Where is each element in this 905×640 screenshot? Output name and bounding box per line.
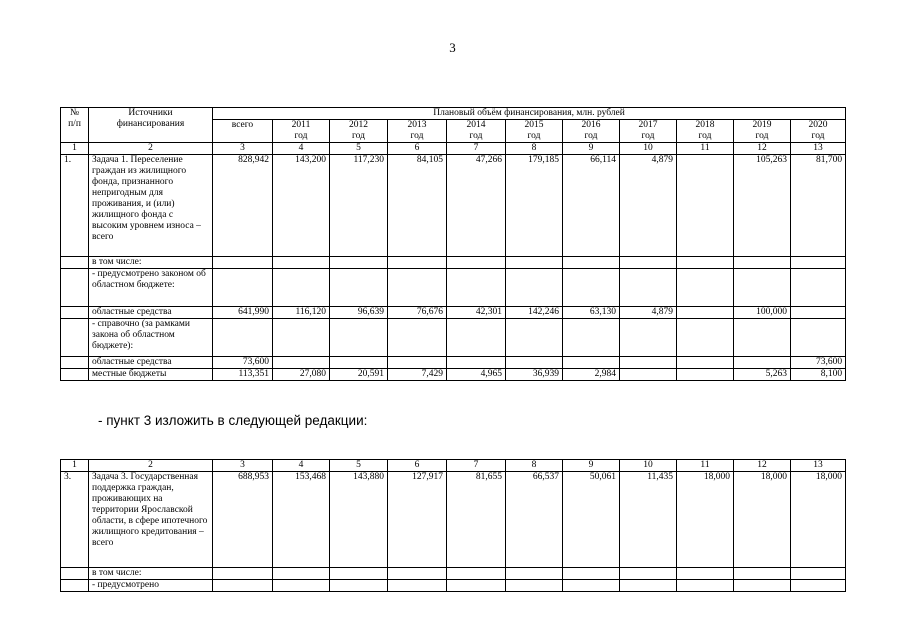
value-cell — [213, 269, 273, 307]
value-cell: 8,100 — [791, 369, 846, 381]
value-cell: 18,000 — [791, 472, 846, 568]
value-cell — [330, 580, 388, 592]
value-cell — [563, 269, 620, 307]
column-number: 3 — [213, 460, 273, 472]
table-row — [61, 369, 846, 381]
column-number: 5 — [330, 460, 388, 472]
value-cell — [734, 568, 791, 580]
value-cell — [447, 568, 506, 580]
row-label: в том числе: — [89, 568, 213, 580]
column-number: 6 — [388, 460, 447, 472]
column-number: 10 — [620, 460, 677, 472]
value-cell — [506, 568, 563, 580]
value-cell — [677, 155, 734, 257]
column-number: 4 — [273, 143, 330, 155]
value-cell: 66,537 — [506, 472, 563, 568]
column-number-row — [61, 460, 846, 472]
value-cell — [388, 269, 447, 307]
table-row — [61, 155, 846, 257]
value-cell — [447, 269, 506, 307]
value-cell: 76,676 — [388, 307, 447, 319]
row-number — [61, 269, 89, 307]
value-cell — [506, 269, 563, 307]
value-cell: 4,965 — [447, 369, 506, 381]
value-cell: 7,429 — [388, 369, 447, 381]
column-number: 8 — [506, 460, 563, 472]
header-year: 2011 год — [273, 120, 330, 143]
row-label: Задача 1. Переселение граждан из жилищного фонда, признанного непригодным для проживания, и (или) жилищного фонда с высоким уровнем износа – всего — [89, 155, 213, 257]
value-cell: 116,120 — [273, 307, 330, 319]
row-label: - справочно (за рамками закона об областном бюджете): — [89, 319, 213, 357]
value-cell: 828,942 — [213, 155, 273, 257]
value-cell — [213, 257, 273, 269]
row-label: областные средства — [89, 307, 213, 319]
financing-table-2 — [60, 459, 846, 592]
value-cell: 113,351 — [213, 369, 273, 381]
value-cell: 84,105 — [388, 155, 447, 257]
value-cell: 143,200 — [273, 155, 330, 257]
value-cell: 11,435 — [620, 472, 677, 568]
value-cell — [447, 257, 506, 269]
value-cell — [213, 568, 273, 580]
row-number — [61, 307, 89, 319]
table-row — [61, 472, 846, 568]
value-cell — [677, 307, 734, 319]
table-row — [61, 307, 846, 319]
value-cell: 143,880 — [330, 472, 388, 568]
table-row — [61, 357, 846, 369]
value-cell — [677, 369, 734, 381]
row-number — [61, 319, 89, 357]
value-cell — [563, 257, 620, 269]
row-number: 1. — [61, 155, 89, 257]
table-row — [61, 257, 846, 269]
value-cell — [563, 580, 620, 592]
column-number: 5 — [330, 143, 388, 155]
header-year: 2013 год — [388, 120, 447, 143]
column-number: 11 — [677, 460, 734, 472]
value-cell — [330, 257, 388, 269]
header-year: 2020 год — [791, 120, 846, 143]
value-cell: 27,080 — [273, 369, 330, 381]
column-number: 12 — [734, 143, 791, 155]
column-number: 10 — [620, 143, 677, 155]
value-cell: 81,700 — [791, 155, 846, 257]
value-cell — [620, 568, 677, 580]
value-cell — [734, 257, 791, 269]
value-cell — [677, 257, 734, 269]
value-cell — [388, 357, 447, 369]
value-cell — [791, 257, 846, 269]
column-number: 13 — [791, 143, 846, 155]
value-cell: 96,639 — [330, 307, 388, 319]
value-cell: 4,879 — [620, 155, 677, 257]
value-cell: 117,230 — [330, 155, 388, 257]
value-cell — [734, 357, 791, 369]
value-cell — [388, 568, 447, 580]
value-cell: 18,000 — [734, 472, 791, 568]
value-cell — [330, 319, 388, 357]
value-cell — [677, 319, 734, 357]
value-cell: 36,939 — [506, 369, 563, 381]
value-cell — [734, 319, 791, 357]
value-cell — [273, 568, 330, 580]
value-cell — [677, 580, 734, 592]
value-cell — [791, 580, 846, 592]
value-cell — [273, 580, 330, 592]
value-cell: 688,953 — [213, 472, 273, 568]
column-number: 4 — [273, 460, 330, 472]
header-total: всего — [213, 120, 273, 143]
header-year: 2015 год — [506, 120, 563, 143]
value-cell — [791, 307, 846, 319]
value-cell — [734, 269, 791, 307]
value-cell — [213, 580, 273, 592]
row-label: областные средства — [89, 357, 213, 369]
column-number: 12 — [734, 460, 791, 472]
value-cell: 20,591 — [330, 369, 388, 381]
row-number — [61, 357, 89, 369]
row-number: 3. — [61, 472, 89, 568]
value-cell: 100,000 — [734, 307, 791, 319]
value-cell: 81,655 — [447, 472, 506, 568]
value-cell — [506, 357, 563, 369]
column-number: 13 — [791, 460, 846, 472]
value-cell — [330, 269, 388, 307]
row-label: Задача 3. Государственная поддержка граждан, проживающих на территории Ярославской области, в сфере ипотечного жилищного кредитования – всего — [89, 472, 213, 568]
value-cell — [791, 319, 846, 357]
value-cell — [791, 568, 846, 580]
value-cell — [791, 269, 846, 307]
value-cell: 73,600 — [213, 357, 273, 369]
value-cell: 142,246 — [506, 307, 563, 319]
table-row — [61, 580, 846, 592]
value-cell — [620, 319, 677, 357]
value-cell: 66,114 — [563, 155, 620, 257]
column-number: 9 — [563, 143, 620, 155]
edit-instruction: - пункт 3 изложить в следующей редакции: — [98, 413, 368, 428]
column-number-row — [61, 143, 846, 155]
column-number: 2 — [89, 143, 213, 155]
value-cell — [273, 269, 330, 307]
page-number: 3 — [449, 40, 456, 55]
value-cell — [273, 319, 330, 357]
value-cell — [273, 257, 330, 269]
value-cell — [388, 257, 447, 269]
value-cell — [447, 357, 506, 369]
column-number: 9 — [563, 460, 620, 472]
row-label: - предусмотрено — [89, 580, 213, 592]
value-cell: 179,185 — [506, 155, 563, 257]
table-row — [61, 269, 846, 307]
header-year: 2012 год — [330, 120, 388, 143]
row-label: - предусмотрено законом об областном бюджете: — [89, 269, 213, 307]
value-cell — [620, 580, 677, 592]
header-number: № п/п — [61, 108, 89, 143]
value-cell: 18,000 — [677, 472, 734, 568]
value-cell: 127,917 — [388, 472, 447, 568]
row-label: местные бюджеты — [89, 369, 213, 381]
column-number: 7 — [447, 460, 506, 472]
header-year: 2019 год — [734, 120, 791, 143]
value-cell: 47,266 — [447, 155, 506, 257]
value-cell — [388, 319, 447, 357]
header-planned-volume: Плановый объём финансирования, млн. рублей — [213, 108, 846, 120]
row-number — [61, 369, 89, 381]
financing-table-1 — [60, 107, 846, 381]
value-cell — [620, 357, 677, 369]
row-number — [61, 257, 89, 269]
column-number: 7 — [447, 143, 506, 155]
value-cell — [506, 257, 563, 269]
column-number: 8 — [506, 143, 563, 155]
value-cell — [330, 568, 388, 580]
value-cell — [620, 257, 677, 269]
column-number: 6 — [388, 143, 447, 155]
value-cell: 2,984 — [563, 369, 620, 381]
value-cell: 63,130 — [563, 307, 620, 319]
value-cell — [677, 357, 734, 369]
value-cell — [506, 319, 563, 357]
column-number: 2 — [89, 460, 213, 472]
header-row-1 — [61, 108, 846, 120]
value-cell — [563, 357, 620, 369]
value-cell — [213, 319, 273, 357]
column-number: 3 — [213, 143, 273, 155]
value-cell: 105,263 — [734, 155, 791, 257]
value-cell — [388, 580, 447, 592]
header-year: 2016 год — [563, 120, 620, 143]
column-number: 1 — [61, 143, 89, 155]
value-cell: 50,061 — [563, 472, 620, 568]
value-cell — [330, 357, 388, 369]
value-cell: 641,990 — [213, 307, 273, 319]
value-cell: 73,600 — [791, 357, 846, 369]
column-number: 11 — [677, 143, 734, 155]
header-year: 2017 год — [620, 120, 677, 143]
row-label: в том числе: — [89, 257, 213, 269]
row-number — [61, 580, 89, 592]
value-cell — [563, 319, 620, 357]
value-cell: 42,301 — [447, 307, 506, 319]
value-cell — [273, 357, 330, 369]
value-cell: 5,263 — [734, 369, 791, 381]
value-cell — [620, 269, 677, 307]
value-cell — [447, 580, 506, 592]
value-cell: 4,879 — [620, 307, 677, 319]
value-cell — [677, 269, 734, 307]
header-sources: Источники финансирования — [89, 108, 213, 143]
value-cell — [447, 319, 506, 357]
table-row — [61, 319, 846, 357]
value-cell — [620, 369, 677, 381]
row-number — [61, 568, 89, 580]
column-number: 1 — [61, 460, 89, 472]
table-row — [61, 568, 846, 580]
header-year: 2018 год — [677, 120, 734, 143]
value-cell — [734, 580, 791, 592]
value-cell — [506, 580, 563, 592]
value-cell — [563, 568, 620, 580]
value-cell: 153,468 — [273, 472, 330, 568]
header-year: 2014 год — [447, 120, 506, 143]
value-cell — [677, 568, 734, 580]
